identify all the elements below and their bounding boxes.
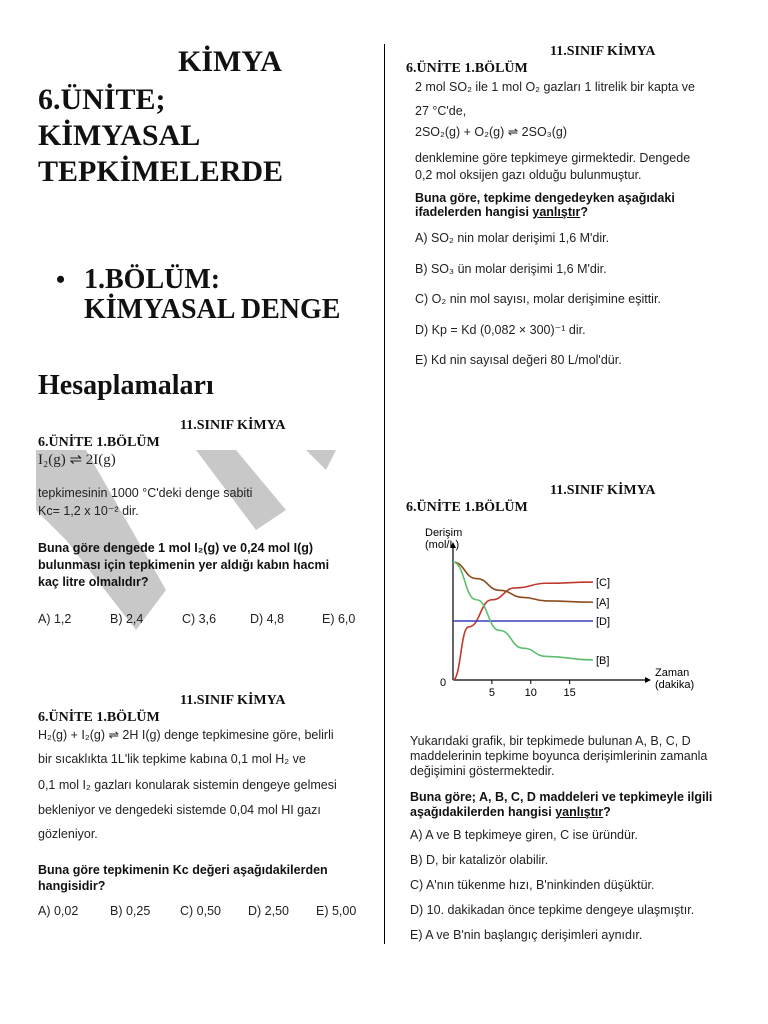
q4-option-a[interactable]: A) A ve B tepkimeye giren, C ise üründür.	[410, 828, 638, 842]
q4-prompt-2: aşağıdakilerden hangisi yanlıştır?	[410, 805, 611, 819]
series-line-b	[453, 562, 593, 660]
q4-line-2: maddelerinin tepkime boyunca derişimlerinin zamanla	[410, 749, 708, 763]
q3-unit: 6.ÜNİTE 1.BÖLÜM	[406, 61, 528, 76]
q1-option-d[interactable]: D) 4,8	[250, 612, 285, 626]
q4-option-d[interactable]: D) 10. dakikadan önce tepkime dengeye ulaşmıştır.	[410, 903, 695, 917]
q2-option-c[interactable]: C) 0,50	[180, 904, 221, 918]
q3-option-e[interactable]: E) Kd nin sayısal değeri 80 L/mol'dür.	[415, 353, 622, 367]
q2-prompt-2: hangisidir?	[38, 879, 106, 893]
q2-line-2: bir sıcaklıkta 1L'lik tepkime kabına 0,1 mol H₂ ve	[38, 752, 306, 766]
unit-line: 6.ÜNİTE;	[38, 83, 166, 116]
q3-line-2: 27 °C'de,	[415, 104, 467, 118]
q1-prompt-2: bulunması için tepkimenin yer aldığı kabın hacmi	[38, 558, 330, 572]
q2-option-e[interactable]: E) 5,00	[316, 904, 357, 918]
q3-prompt-1: Buna göre, tepkime dengedeyken aşağıdaki	[415, 191, 675, 205]
q1-unit: 6.ÜNİTE 1.BÖLÜM	[38, 435, 160, 450]
q1-option-a[interactable]: A) 1,2	[38, 612, 72, 626]
q4-prompt-1: Buna göre; A, B, C, D maddeleri ve tepkimeyle ilgili	[410, 790, 713, 804]
series-label-c: [C]	[596, 577, 611, 590]
q1-line-2: Kc= 1,2 x 10⁻² dir.	[38, 504, 139, 518]
q2-option-d[interactable]: D) 2,50	[248, 904, 289, 918]
x-tick-label: 10	[524, 687, 537, 699]
q2-line-5: gözleniyor.	[38, 827, 98, 841]
series-label-d: [D]	[596, 616, 611, 628]
subtitle-2: TEPKİMELERDE	[38, 155, 284, 188]
q3-option-c[interactable]: C) O₂ nin mol sayısı, molar derişimine eşittir.	[415, 292, 661, 306]
q3-option-b[interactable]: B) SO₃ ün molar derişimi 1,6 M'dir.	[415, 262, 607, 276]
subtitle-1: KİMYASAL	[38, 119, 201, 152]
q1-prompt-3: kaç litre olmalıdır?	[38, 575, 149, 589]
q1-option-e[interactable]: E) 6,0	[322, 612, 356, 626]
q1-reaction: I₂(g) ⇌ 2I(g)	[38, 452, 116, 468]
y-axis-label: (mol/L)	[425, 539, 460, 551]
q4-line-3: değişimini göstermektedir.	[410, 764, 555, 778]
x-tick-label: 5	[488, 687, 495, 699]
q4-option-c[interactable]: C) A'nın tükenme hızı, B'ninkinden düşüktür.	[410, 878, 655, 892]
chart-series	[453, 562, 593, 680]
q4-unit: 6.ÜNİTE 1.BÖLÜM	[406, 500, 528, 515]
q3-prompt-2: ifadelerden hangisi yanlıştır?	[415, 205, 588, 219]
chart-labels	[425, 527, 694, 699]
q3-option-a[interactable]: A) SO₂ nin molar derişimi 1,6 M'dir.	[415, 231, 610, 245]
q2-line-3: 0,1 mol I₂ gazları konularak sistemin dengeye gelmesi	[38, 778, 337, 792]
series-label-a: [A]	[596, 597, 610, 610]
q3-line-3: denklemine göre tepkimeye girmektedir. Dengede	[415, 151, 691, 165]
q3-option-d[interactable]: D) Kp = Kd (0,082 × 300)⁻¹ dir.	[415, 323, 586, 337]
x-axis-label: Zaman	[655, 667, 690, 679]
column-divider	[384, 44, 385, 944]
q3-reaction: 2SO₂(g) + O₂(g) ⇌ 2SO₃(g)	[415, 125, 568, 139]
q2-line-1: H₂(g) + I₂(g) ⇌ 2H I(g) denge tepkimesine göre, belirli	[38, 728, 334, 742]
bullet-dot: •	[56, 265, 66, 294]
q4-option-e[interactable]: E) A ve B'nin başlangıç derişimleri aynıdır.	[410, 928, 643, 942]
q4-option-b[interactable]: B) D, bir katalizör olabilir.	[410, 853, 549, 867]
page-title: KİMYA	[178, 45, 282, 78]
q1-line-1: tepkimesinin 1000 °C'deki denge sabiti	[38, 486, 253, 500]
bullet-line-2: KİMYASAL DENGE	[84, 294, 341, 325]
q1-option-b[interactable]: B) 2,4	[110, 612, 144, 626]
q1-option-c[interactable]: C) 3,6	[182, 612, 217, 626]
q2-option-a[interactable]: A) 0,02	[38, 904, 79, 918]
y-axis-label: Derişim	[425, 527, 463, 539]
x-axis-label: (dakika)	[655, 679, 695, 691]
q2-unit: 6.ÜNİTE 1.BÖLÜM	[38, 710, 160, 725]
q1-class: 11.SINIF KİMYA	[180, 418, 286, 433]
q2-class: 11.SINIF KİMYA	[180, 693, 286, 708]
q4-class: 11.SINIF KİMYA	[550, 483, 656, 498]
q4-line-1: Yukarıdaki grafik, bir tepkimede bulunan A, B, C, D	[410, 734, 691, 748]
q3-line-4: 0,2 mol oksijen gazı olduğu bulunmuştur.	[415, 168, 642, 182]
x-tick-label: 15	[563, 687, 576, 699]
x-tick-label-zero: 0	[439, 677, 447, 689]
q2-line-4: bekleniyor ve dengedeki sistemde 0,04 mol HI gazı	[38, 803, 321, 817]
q2-prompt-1: Buna göre tepkimenin Kc değeri aşağıdakilerden	[38, 863, 328, 877]
q1-prompt-1: Buna göre dengede 1 mol I₂(g) ve 0,24 mol I(g)	[38, 541, 314, 555]
concentration-time-chart	[405, 522, 695, 702]
series-label-b: [B]	[596, 654, 610, 667]
x-axis-arrow	[645, 677, 651, 683]
q3-line-1: 2 mol SO₂ ile 1 mol O₂ gazları 1 litrelik bir kapta ve	[415, 80, 695, 94]
q3-class: 11.SINIF KİMYA	[550, 44, 656, 59]
q2-option-b[interactable]: B) 0,25	[110, 904, 151, 918]
section-heading: Hesaplamaları	[38, 370, 214, 401]
bullet-line-1: 1.BÖLÜM:	[84, 264, 221, 295]
